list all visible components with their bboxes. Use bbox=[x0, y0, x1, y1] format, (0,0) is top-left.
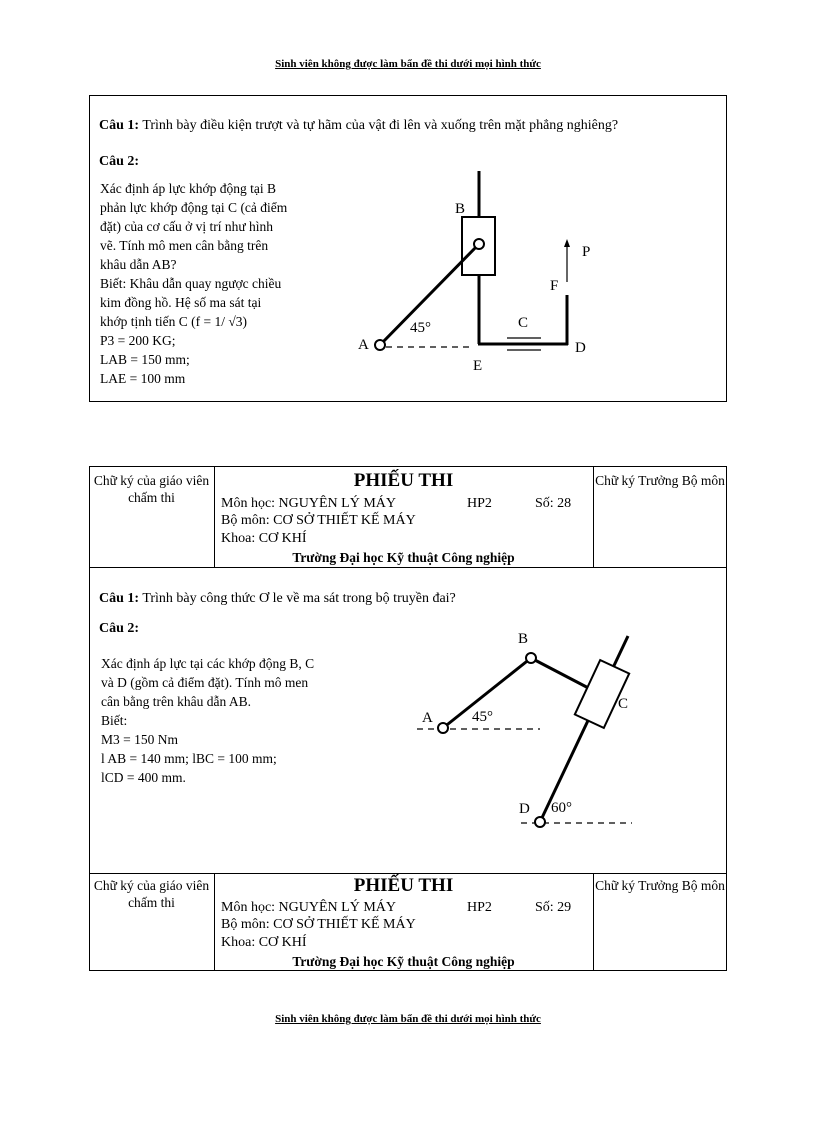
label-angle-60: 60° bbox=[551, 800, 572, 816]
exam-29-question-1: Câu 1: Trình bày công thức Ơ le về ma sát trong bộ truyền đai? bbox=[99, 591, 456, 606]
label-c: C bbox=[518, 315, 529, 331]
exam-28-mechanism-diagram bbox=[340, 160, 620, 380]
q1-text: Trình bày điều kiện trượt và tự hãm của vật đi lên và xuống trên mặt phẳng nghiêng? bbox=[142, 118, 619, 133]
exam-28-hp: HP2 bbox=[467, 496, 492, 511]
label-angle-45: 45° bbox=[410, 320, 431, 336]
exam-29-title: PHIẾU THI bbox=[353, 875, 454, 896]
rod-cd bbox=[540, 636, 628, 822]
exam-28-question-2-label: Câu 2: bbox=[99, 154, 140, 169]
exam-29-number: Số: 29 bbox=[535, 900, 572, 915]
head-signature-cell: Chữ ký Trưởng Bộ môn bbox=[595, 473, 725, 488]
joint-a bbox=[438, 723, 448, 733]
label-c: C bbox=[618, 696, 629, 712]
exam-28-title: PHIẾU THI bbox=[353, 470, 454, 491]
exam-29-department: Bộ môn: CƠ SỞ THIẾT KẾ MÁY bbox=[221, 917, 416, 932]
exam-28-department: Bộ môn: CƠ SỞ THIẾT KẾ MÁY bbox=[221, 513, 416, 528]
exam-28-question-1 bbox=[99, 118, 618, 134]
label-p: P bbox=[582, 244, 591, 260]
exam-28-question-2-text: Xác định áp lực khớp động tại B phản lực khớp động tại C (cả điểm đặt) của cơ cấu ở vị trí như hình vẽ. Tính mô men cân bằng trên khâu dẫn AB? Biết: Khâu dẫn quay ngược chiều kim đồng hồ. Hệ số ma sát tại khớp tịnh tiến C (f = 1/ √3) P3 = 200 KG; LAB = 150 mm; LAE = 100 mm bbox=[100, 181, 288, 386]
joint-a bbox=[375, 340, 385, 350]
bottom-notice bbox=[0, 1013, 816, 1025]
exam-29-faculty: Khoa: CƠ KHÍ bbox=[221, 935, 307, 950]
label-angle-45: 45° bbox=[472, 709, 493, 725]
exam-29-subject: Môn học: NGUYÊN LÝ MÁY bbox=[221, 900, 396, 915]
top-notice bbox=[0, 58, 816, 70]
grader-signature-cell: Chữ ký của giáo viên chấm thi bbox=[93, 878, 210, 910]
label-f: F bbox=[550, 278, 559, 294]
label-b: B bbox=[455, 201, 466, 217]
head-signature-cell: Chữ ký Trưởng Bộ môn bbox=[595, 878, 725, 893]
exam-28-school: Trường Đại học Kỹ thuật Công nghiệp bbox=[292, 550, 515, 565]
q1-label: Câu 1: bbox=[99, 118, 140, 133]
exam-29-question-2-label: Câu 2: bbox=[99, 621, 140, 636]
exam-29-mechanism-diagram bbox=[400, 620, 640, 840]
joint-b bbox=[474, 239, 484, 249]
bottom-notice-text: Sinh viên không được làm bẩn đề thi dưới mọi hình thức bbox=[275, 1013, 541, 1025]
exam-29-hp: HP2 bbox=[467, 900, 492, 915]
slider-c bbox=[575, 660, 629, 728]
label-b: B bbox=[518, 631, 529, 647]
exam-28-number: Số: 28 bbox=[535, 496, 572, 511]
exam-28-faculty: Khoa: CƠ KHÍ bbox=[221, 531, 307, 546]
exam-29-question-2-text: Xác định áp lực tại các khớp động B, C và D (gồm cả điểm đặt). Tính mô men cân bằng trên khâu dẫn AB. Biết: M3 = 150 Nm l AB = 140 mm; lBC = 100 mm; lCD = 400 mm. bbox=[101, 656, 315, 785]
joint-d bbox=[535, 817, 545, 827]
grader-signature-cell: Chữ ký của giáo viên chấm thi bbox=[93, 473, 210, 505]
exam-29-school: Trường Đại học Kỹ thuật Công nghiệp bbox=[292, 954, 515, 969]
label-a: A bbox=[422, 710, 433, 726]
top-notice-text: Sinh viên không được làm bẩn đề thi dưới mọi hình thức bbox=[275, 58, 541, 70]
label-d: D bbox=[575, 340, 586, 356]
label-e: E bbox=[473, 358, 483, 374]
label-d: D bbox=[519, 801, 530, 817]
joint-b bbox=[526, 653, 536, 663]
label-a: A bbox=[358, 337, 369, 353]
exam-28-subject: Môn học: NGUYÊN LÝ MÁY bbox=[221, 496, 396, 511]
